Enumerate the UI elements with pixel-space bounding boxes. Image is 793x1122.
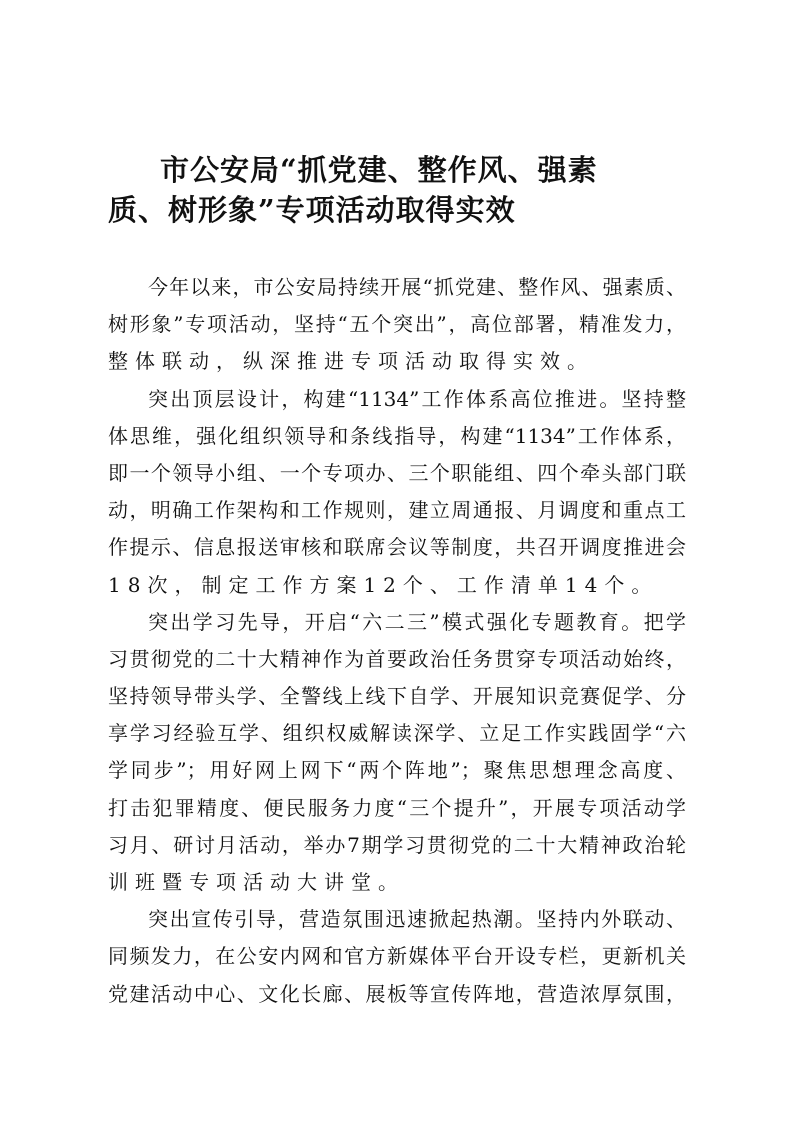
paragraph-line: 动，明确工作架构和工作规则，建立周通报、月调度和重点工	[108, 498, 686, 523]
paragraph-line: 整体联动，纵深推进专项活动取得实效。	[108, 349, 594, 374]
paragraph-line: 习贯彻党的二十大精神作为首要政治任务贯穿专项活动始终，	[108, 646, 686, 671]
paragraph	[108, 381, 686, 604]
paragraph-line: 同频发力，在公安内网和官方新媒体平台开设专栏，更新机关	[108, 944, 686, 969]
paragraph-line: 18次，制定工作方案12个、工作清单14个。	[108, 572, 659, 597]
paragraph-line: 今年以来，市公安局持续开展“抓党建、整作风、强素质、	[148, 275, 686, 299]
paragraph	[108, 269, 686, 381]
document-body	[108, 269, 686, 1013]
paragraph	[108, 604, 686, 902]
paragraph-line: 作提示、信息报送审核和联席会议等制度，共召开调度推进会	[108, 535, 686, 560]
paragraph-line: 坚持领导带头学、全警线上线下自学、开展知识竞赛促学、分	[108, 684, 686, 709]
title-line: 质、树形象”专项活动取得实效	[108, 193, 516, 227]
paragraph-line: 学同步”；用好网上网下“两个阵地”；聚焦思想理念高度、	[108, 758, 686, 783]
paragraph-line: 突出顶层设计，构建“1134”工作体系高位推进。坚持整	[148, 386, 686, 411]
paragraph-line: 打击犯罪精度、便民服务力度“三个提升”，开展专项活动学	[108, 795, 686, 820]
paragraph-line: 树形象”专项活动，坚持“五个突出”，高位部署，精准发力，	[108, 312, 686, 337]
paragraph-line: 体思维，强化组织领导和条线指导，构建“1134”工作体系，	[108, 423, 686, 448]
paragraph-line: 习月、研讨月活动，举办7期学习贯彻党的二十大精神政治轮	[108, 832, 686, 857]
paragraph-line: 享学习经验互学、组织权威解读深学、立足工作实践固学“六	[108, 721, 686, 746]
paragraph-line: 突出宣传引导，营造氛围迅速掀起热潮。坚持内外联动、	[148, 907, 686, 932]
paragraph-line: 突出学习先导，开启“六二三”模式强化专题教育。把学	[148, 609, 686, 634]
paragraph	[108, 901, 686, 1013]
title-line: 市公安局“抓党建、整作风、强素	[160, 153, 598, 187]
paragraph-line: 党建活动中心、文化长廊、展板等宣传阵地，营造浓厚氛围，	[108, 981, 686, 1006]
paragraph-line: 训班暨专项活动大讲堂。	[108, 870, 405, 894]
document-title	[108, 150, 688, 230]
paragraph-line: 即一个领导小组、一个专项办、三个职能组、四个牵头部门联	[108, 460, 686, 485]
